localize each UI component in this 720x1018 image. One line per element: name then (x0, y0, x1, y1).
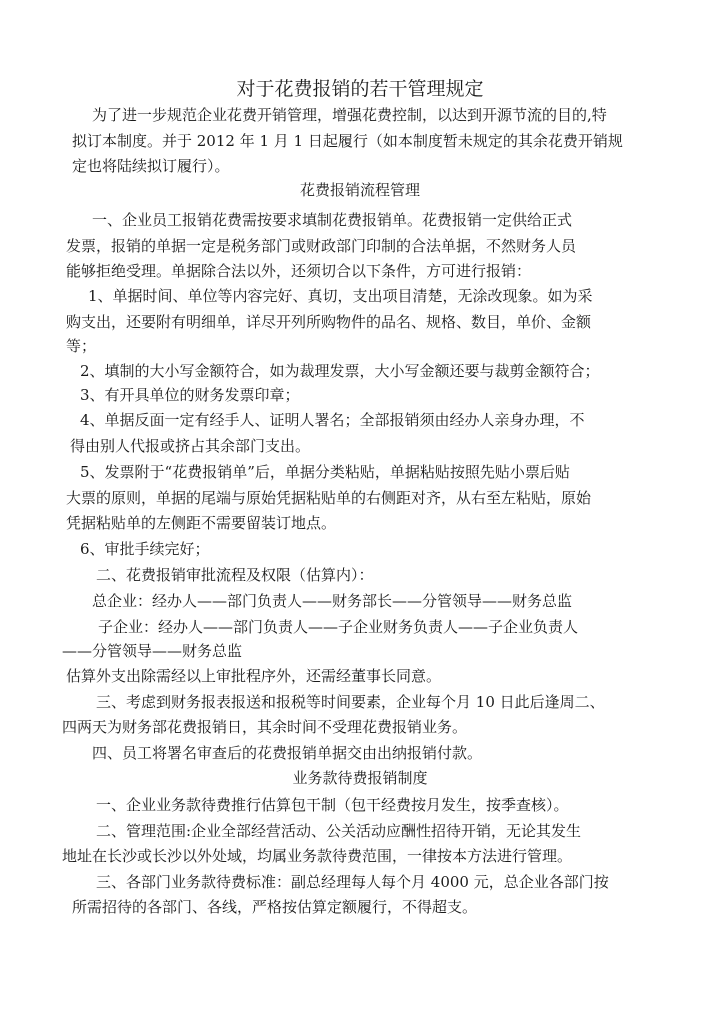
body-line: 购支出，还要附有明细单，详尽开列所购物件的品名、规格、数目，单价、金额 (66, 313, 592, 331)
body-line: 2、填制的大小写金额符合，如为裁理发票，大小写金额还要与裁剪金额符合； (80, 362, 600, 380)
approval-flow-subsidiary-cont: ——分管领导——财务总监 (62, 642, 243, 660)
document-title: 对于花费报销的若干管理规定 (236, 78, 484, 100)
body-line: 1、单据时间、单位等内容完好、真切，支出项目清楚，无涂改现象。如为采 (88, 287, 593, 305)
body-line: 地址在长沙或长沙以外处域，均属业务款待费范围，一律按本方法进行管理。 (62, 847, 573, 865)
intro-line: 定也将陆续拟订履行）。 (72, 157, 230, 175)
body-line: 得由别人代报或挤占其余部门支出。 (70, 437, 311, 455)
body-line: 二、管理范围:企业全部经营活动、公关活动应酬性招待开销，无论其发生 (96, 822, 582, 840)
body-line: 四两天为财务部花费报销日，其余时间不受理花费报销业务。 (62, 718, 468, 736)
body-line: 估算外支出除需经以上审批程序外，还需经董事长同意。 (66, 667, 442, 685)
body-line: 4、单据反面一定有经手人、证明人署名；全部报销须由经办人亲身办理，不 (80, 411, 585, 429)
body-line: 一、企业业务款待费推行估算包干制（包干经费按月发生，按季查核）。 (96, 796, 569, 814)
body-line: 5、发票附于“花费报销单”后，单据分类粘贴，单据粘贴按照先贴小票后贴 (80, 463, 570, 481)
body-line: 三、考虑到财务报表报送和报税等时间要素，企业每个月 10 日此后逢周二、 (96, 693, 605, 711)
body-line: 凭据粘贴单的左侧距不需要留装订地点。 (66, 514, 337, 532)
body-line: 四、员工将署名审查后的花费报销单据交由出纳报销付款。 (92, 744, 483, 762)
body-line: 6、审批手续完好； (80, 540, 210, 558)
body-line: 一、企业员工报销花费需按要求填制花费报销单。花费报销一定供给正式 (92, 211, 573, 229)
body-line: 三、各部门业务款待费标准：副总经理每人每个月 4000 元，总企业各部门按 (96, 873, 609, 891)
body-line: 大票的原则，单据的尾端与原始凭据粘贴单的右侧距对齐，从右至左粘贴，原始 (66, 489, 592, 507)
section-heading-process: 花费报销流程管理 (299, 181, 420, 199)
body-line: 所需招待的各部门、各线，严格按估算定额履行，不得超支。 (72, 898, 478, 916)
body-line: 3、有开具单位的财务发票印章； (80, 386, 300, 404)
body-line: 能够拒绝受理。单据除合法以外，还须切合以下条件，方可进行报销： (66, 262, 532, 280)
intro-line: 为了进一步规范企业花费开销管理，增强花费控制，以达到开源节流的目的,特 (92, 106, 607, 124)
approval-flow-head-office: 总企业：经办人——部门负责人——财务部长——分管领导——财务总监 (92, 592, 573, 610)
body-line: 等； (66, 337, 97, 355)
body-line: 发票，报销的单据一定是税务部门或财政部门印制的合法单据，不然财务人员 (66, 237, 577, 255)
section-heading-entertainment: 业务款待费报销制度 (292, 769, 428, 787)
approval-flow-subsidiary: 子企业：经办人——部门负责人——子企业财务负责人——子企业负责人 (98, 618, 579, 636)
intro-line: 拟订本制度。并于 2012 年 1 月 1 日起履行（如本制度暂未规定的其余花费开销规 (72, 132, 623, 150)
body-line: 二、花费报销审批流程及权限（估算内）： (96, 566, 374, 584)
